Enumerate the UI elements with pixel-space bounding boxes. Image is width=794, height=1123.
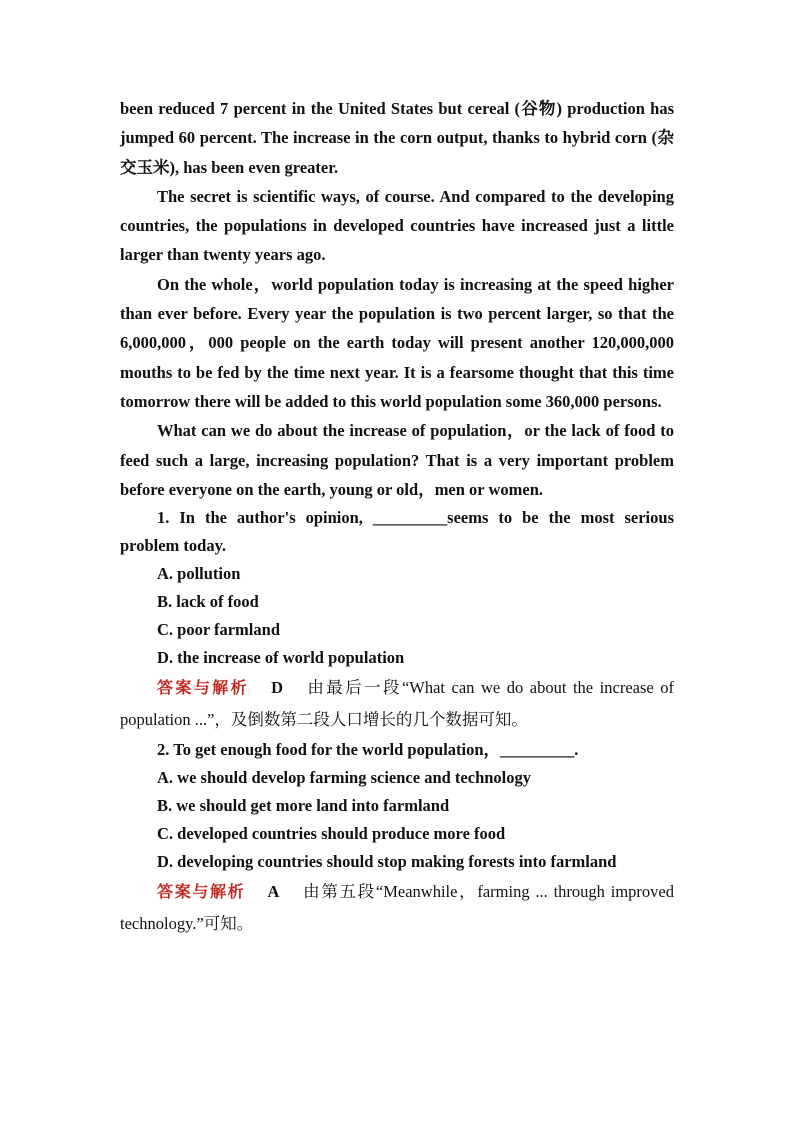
answer-explanation: 由最后一段“What can we do about the increase of population ...”，及倒数第二段人口增长的几个数据可知。 <box>120 678 674 730</box>
question-1-answer <box>120 672 674 736</box>
answer-explanation: 由第五段“Meanwhile，farming ... through improved technology.”可知。 <box>120 882 674 934</box>
question-2-option-c: C. developed countries should produce more food <box>157 824 506 844</box>
document-page <box>120 94 674 940</box>
question-1-option-b: B. lack of food <box>157 592 259 612</box>
question-1 <box>120 504 674 736</box>
question-1-option-a: A. pollution <box>157 564 241 584</box>
paragraph-3: On the whole，world population today is increasing at the speed higher than ever before. Every year the population is two percent larger, so that the 6,000,000，000 people on the earth today will present another 120,000,000 mouths to be fed by the time next year. It is a fearsome thought that this time tomorrow there will be added to this world population some 360,000 persons. <box>120 274 674 411</box>
question-2 <box>120 736 674 940</box>
question-2-option-b: B. we should get more land into farmland <box>157 796 450 816</box>
question-2-option-a: A. we should develop farming science and technology <box>157 768 532 788</box>
answer-key: A <box>267 882 280 902</box>
answer-label: 答案与解析 <box>157 882 246 902</box>
question-2-answer <box>120 876 674 940</box>
question-2-stem: 2. To get enough food for the world population，_________. <box>157 740 579 760</box>
paragraph-1: been reduced 7 percent in the United States but cereal (谷物) production has jumped 60 percent. The increase in the corn output, thanks to hybrid corn (杂交玉米), has been even greater. <box>120 99 674 177</box>
question-2-option-d: D. developing countries should stop making forests into farmland <box>157 852 617 872</box>
question-1-option-d: D. the increase of world population <box>157 648 405 668</box>
paragraph-4: What can we do about the increase of population，or the lack of food to feed such a large, increasing population? That is a very important problem before everyone on the earth, young or old，men or women. <box>120 421 674 499</box>
answer-key: D <box>271 678 283 698</box>
paragraph-2: The secret is scientific ways, of course. And compared to the developing countries, the populations in developed countries have increased just a little larger than twenty years ago. <box>120 186 674 265</box>
question-1-option-c: C. poor farmland <box>157 620 280 640</box>
question-1-stem: 1. In the author's opinion, _________seems to be the most serious problem today. <box>120 508 674 556</box>
answer-label: 答案与解析 <box>157 678 250 698</box>
